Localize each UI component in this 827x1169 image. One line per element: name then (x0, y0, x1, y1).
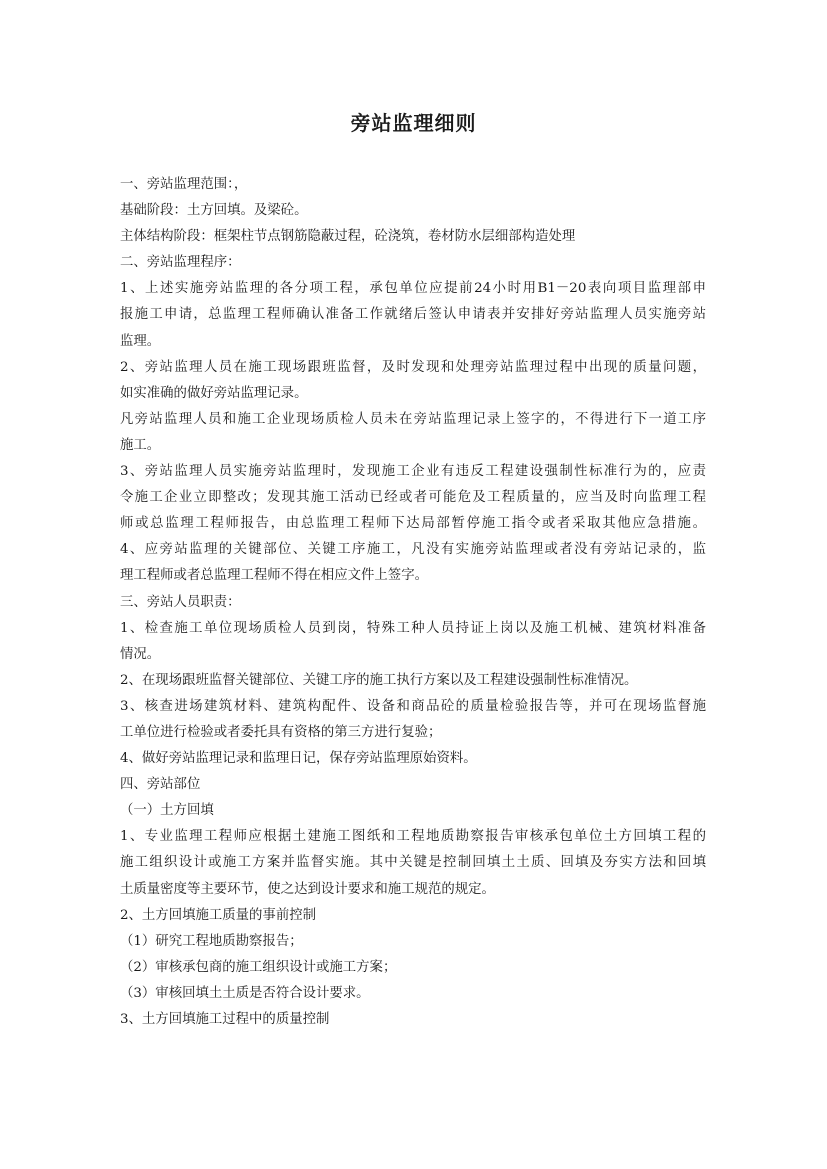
text-line: 如实准确的做好旁站监理记录。 (120, 385, 308, 401)
text-line: （2）审核承包商的施工组织设计或施工方案； (120, 959, 397, 975)
text-line: 1、专业监理工程师应根据土建施工图纸和工程地质勘察报告审核承包单位土方回填工程的 (120, 829, 706, 845)
text-line: 1、上述实施旁站监理的各分项工程，承包单位应提前24小时用B1－20表向项目监理部申 (120, 281, 706, 297)
text-line: 三、旁站人员职责： (120, 594, 241, 610)
text-line: 2、土方回填施工质量的事前控制 (120, 907, 316, 923)
text-line: 土质量密度等主要环节，使之达到设计要求和施工规范的规定。 (120, 881, 495, 897)
text-line: 凡旁站监理人员和施工企业现场质检人员未在旁站监理记录上签字的，不得进行下一道工序 (120, 411, 706, 427)
text-line: 师或总监理工程师报告，由总监理工程师下达局部暂停施工指令或者采取其他应急措施。 (120, 516, 706, 532)
text-line: 报施工申请，总监理工程师确认准备工作就绪后签认申请表并安排好旁站监理人员实施旁站 (120, 307, 706, 323)
text-line: 令施工企业立即整改；发现其施工活动已经或者可能危及工程质量的，应当及时向监理工程 (120, 490, 706, 506)
text-line: 施工。 (120, 437, 161, 453)
page-title: 旁站监理细则 (350, 111, 477, 135)
text-line: 监理。 (120, 333, 161, 349)
text-line: 情况。 (120, 646, 161, 662)
text-line: 1、检查施工单位现场质检人员到岗，特殊工种人员持证上岗以及施工机械、建筑材料准备 (120, 620, 706, 636)
text-line: 二、旁站监理程序： (120, 255, 241, 271)
text-line: 4、应旁站监理的关键部位、关键工序施工，凡没有实施旁站监理或者没有旁站记录的，监 (120, 542, 706, 558)
text-line: 工单位进行检验或者委托具有资格的第三方进行复验； (120, 724, 442, 740)
text-line: （1）研究工程地质勘察报告； (120, 933, 303, 949)
text-line: 理工程师或者总监理工程师不得在相应文件上签字。 (120, 568, 428, 584)
text-line: 施工组织设计或施工方案并监督实施。其中关键是控制回填土土质、回填及夯实方法和回填 (120, 855, 706, 871)
document-body (120, 172, 706, 1033)
text-line: （3）审核回填土土质是否符合设计要求。 (120, 985, 370, 1001)
text-line: 主体结构阶段：框架柱节点钢筋隐蔽过程，砼浇筑，卷材防水层细部构造处理 (120, 229, 576, 245)
text-line: 3、核查进场建筑材料、建筑构配件、设备和商品砼的质量检验报告等，并可在现场监督施 (120, 698, 706, 714)
text-line: 3、旁站监理人员实施旁站监理时，发现施工企业有违反工程建设强制性标准行为的，应责 (120, 464, 706, 480)
text-line: 基础阶段：土方回填。及梁砼。 (120, 203, 308, 219)
text-line: 3、土方回填施工过程中的质量控制 (120, 1012, 330, 1027)
text-line: 四、旁站部位 (120, 777, 201, 793)
text-line: 一、旁站监理范围：， (120, 177, 248, 192)
text-line: 4、做好旁站监理记录和监理日记，保存旁站监理原始资料。 (120, 751, 477, 767)
text-line: （一）土方回填 (120, 803, 214, 819)
text-line: 2、在现场跟班监督关键部位、关键工序的施工执行方案以及工程建设强制性标准情况。 (120, 672, 638, 688)
text-line: 2、旁站监理人员在施工现场跟班监督，及时发现和处理旁站监理过程中出现的质量问题， (120, 359, 706, 375)
